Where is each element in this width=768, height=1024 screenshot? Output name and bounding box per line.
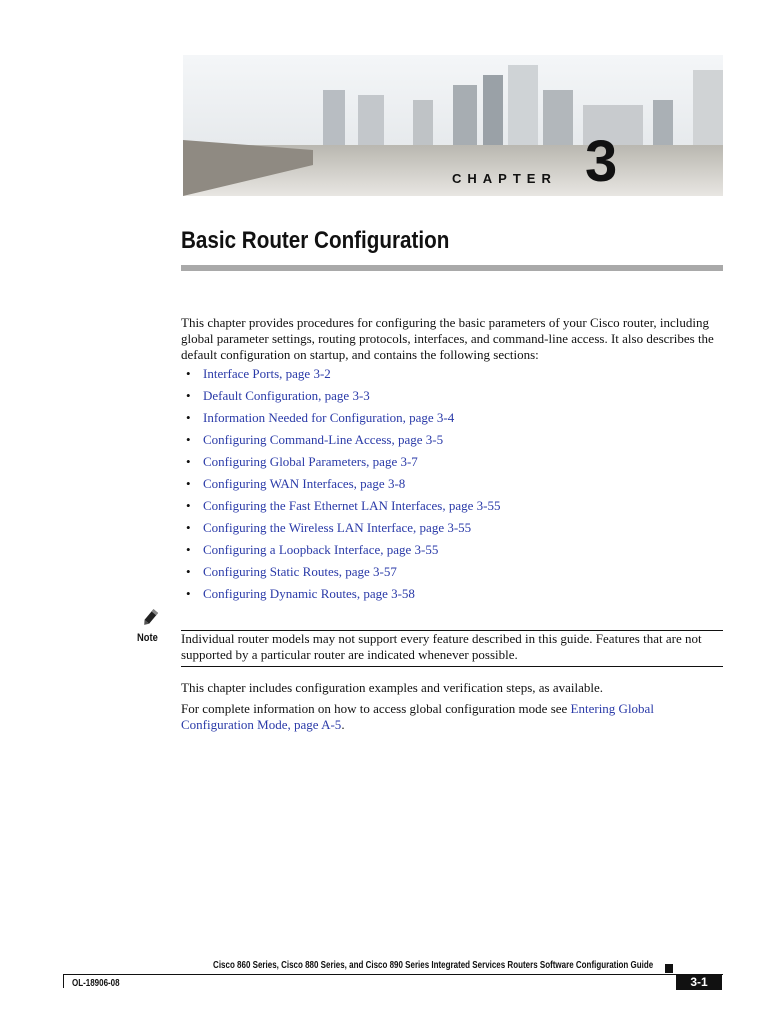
section-list-item (186, 388, 500, 410)
global-config-link[interactable]: Entering Global Configuration Mode, page A-5 (181, 701, 654, 732)
section-list-item (186, 498, 500, 520)
section-link[interactable]: Interface Ports, page 3-2 (203, 366, 331, 381)
intro-paragraph: This chapter provides procedures for configuring the basic parameters of your Cisco router, including global parameter settings, routing protocols, interfaces, and command-line access. It also describes the default configuration on startup, and contains the following sections: (181, 315, 714, 362)
section-link[interactable]: Configuring Static Routes, page 3-57 (203, 564, 397, 579)
footer-rule (63, 974, 723, 975)
paragraph-end: . (341, 717, 345, 732)
examples-paragraph: This chapter includes configuration examples and verification steps, as available. (181, 680, 603, 695)
bullet: • (186, 586, 191, 601)
footer-guide-title: Cisco 860 Series, Cisco 880 Series, and Cisco 890 Series Integrated Services Routers Software Configuration Guide (212, 960, 653, 971)
bullet: • (186, 454, 191, 469)
section-list (186, 366, 500, 608)
section-link[interactable]: Configuring WAN Interfaces, page 3-8 (203, 476, 406, 491)
chapter-number: 3 (585, 129, 618, 194)
bullet: • (186, 498, 191, 513)
section-link[interactable]: Configuring Dynamic Routes, page 3-58 (203, 586, 415, 601)
page-title: Basic Router Configuration (181, 227, 450, 254)
title-rule (181, 265, 723, 271)
bullet: • (186, 432, 191, 447)
note-bottom-rule (181, 666, 723, 667)
section-link[interactable]: Default Configuration, page 3-3 (203, 388, 370, 403)
section-link[interactable]: Configuring Command-Line Access, page 3-5 (203, 432, 444, 447)
section-link[interactable]: Configuring a Loopback Interface, page 3-55 (203, 542, 439, 557)
footer-tick (63, 974, 64, 988)
section-list-item (186, 454, 500, 476)
paragraph-text: For complete information on how to access global configuration mode see (181, 701, 571, 716)
note-text: Individual router models may not support every feature described in this guide. Features that are not supported by a particular router are indicated whenever possible. (181, 631, 702, 662)
section-list-item (186, 432, 500, 454)
bullet: • (186, 564, 191, 579)
section-list-item (186, 586, 500, 608)
chapter-label: CHAPTER (452, 171, 557, 186)
footer-marker (665, 964, 673, 973)
bullet: • (186, 388, 191, 403)
page-number: 3-1 (676, 975, 722, 990)
section-list-item (186, 476, 500, 498)
section-link[interactable]: Information Needed for Configuration, page 3-4 (203, 410, 455, 425)
section-list-item (186, 366, 500, 388)
bullet: • (186, 520, 191, 535)
section-list-item (186, 410, 500, 432)
section-link[interactable]: Configuring Global Parameters, page 3-7 (203, 454, 418, 469)
document-id: OL-18906-08 (72, 978, 120, 989)
section-link[interactable]: Configuring the Wireless LAN Interface, page 3-55 (203, 520, 472, 535)
section-list-item (186, 542, 500, 564)
global-config-paragraph (181, 701, 701, 733)
note-label: Note (137, 632, 158, 644)
section-link[interactable]: Configuring the Fast Ethernet LAN Interfaces, page 3-55 (203, 498, 501, 513)
bullet: • (186, 476, 191, 491)
section-list-item (186, 520, 500, 542)
bullet: • (186, 410, 191, 425)
bullet: • (186, 366, 191, 381)
pencil-note-icon (140, 608, 160, 633)
bullet: • (186, 542, 191, 557)
section-list-item (186, 564, 500, 586)
